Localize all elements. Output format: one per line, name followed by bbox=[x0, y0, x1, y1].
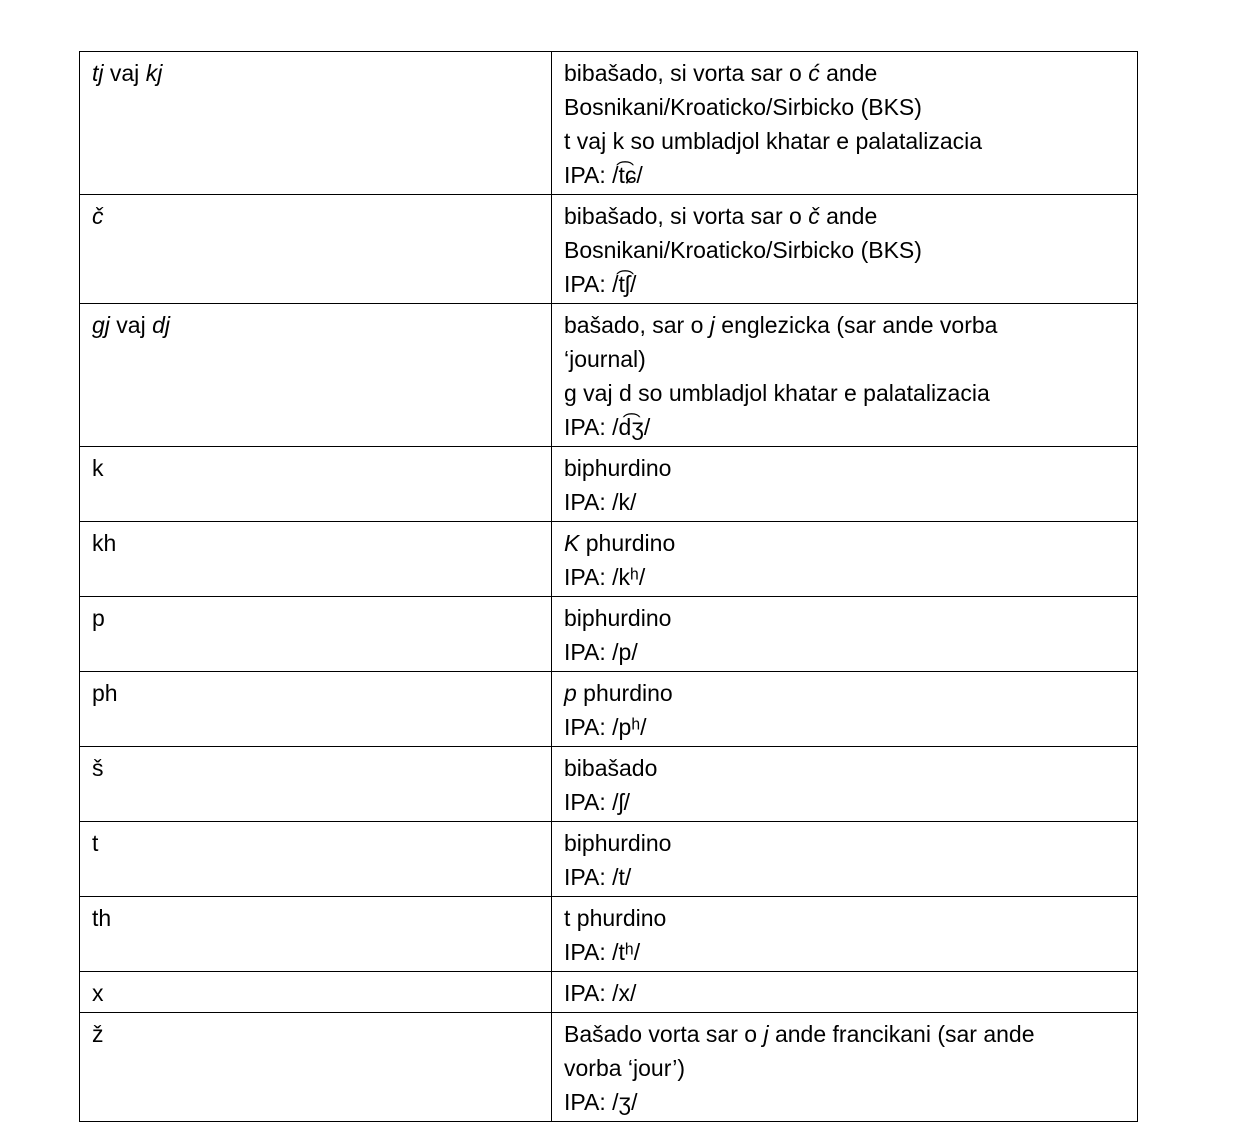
letter-text bbox=[92, 308, 539, 342]
table-row bbox=[80, 672, 1138, 747]
description-line bbox=[564, 751, 1125, 785]
description-line bbox=[564, 308, 1125, 342]
letter-cell bbox=[80, 897, 552, 972]
text-segment: vaj bbox=[103, 60, 146, 86]
text-segment: g vaj d so umbladjol khatar e palatalizacia bbox=[564, 380, 990, 406]
letter-text bbox=[92, 526, 539, 560]
text-segment: x bbox=[92, 980, 104, 1006]
description-line bbox=[564, 1017, 1125, 1051]
letter-cell bbox=[80, 672, 552, 747]
text-segment: kh bbox=[92, 530, 117, 556]
italic-text-segment: gj bbox=[92, 312, 110, 338]
text-segment: ande bbox=[819, 60, 878, 86]
text-segment: vaj bbox=[109, 312, 153, 338]
description-line bbox=[564, 90, 1125, 124]
table-row bbox=[80, 747, 1138, 822]
letter-cell bbox=[80, 972, 552, 1013]
text-segment: IPA: /tʰ/ bbox=[564, 939, 641, 965]
description-cell bbox=[552, 822, 1138, 897]
italic-text-segment: p bbox=[564, 680, 577, 706]
text-segment: Bašado vorta sar o bbox=[564, 1021, 764, 1047]
letter-text bbox=[92, 601, 539, 635]
text-segment: IPA: /ʃ/ bbox=[564, 789, 631, 815]
text-segment: IPA: /t/ bbox=[564, 864, 632, 890]
text-segment: t bbox=[92, 830, 99, 856]
description-line bbox=[564, 676, 1125, 710]
table-row bbox=[80, 972, 1138, 1013]
italic-text-segment: tj bbox=[92, 60, 104, 86]
text-segment: Bosnikani/Kroaticko/Sirbicko (BKS) bbox=[564, 94, 922, 120]
text-segment: ž bbox=[92, 1021, 104, 1047]
text-segment: bibašado bbox=[564, 755, 658, 781]
table-row bbox=[80, 897, 1138, 972]
letter-text bbox=[92, 56, 539, 90]
letters-pronunciation-table bbox=[79, 51, 1138, 1122]
letter-cell bbox=[80, 522, 552, 597]
italic-text-segment: kj bbox=[145, 60, 163, 86]
description-line bbox=[564, 233, 1125, 267]
letter-text bbox=[92, 826, 539, 860]
text-segment: IPA: /t͡ʃ/ bbox=[564, 271, 637, 297]
description-line bbox=[564, 1085, 1125, 1119]
description-cell bbox=[552, 897, 1138, 972]
letter-cell bbox=[80, 195, 552, 304]
table-row bbox=[80, 1013, 1138, 1122]
description-line bbox=[564, 785, 1125, 819]
letter-text bbox=[92, 976, 539, 1010]
text-segment: biphurdino bbox=[564, 830, 672, 856]
description-cell bbox=[552, 304, 1138, 447]
description-line bbox=[564, 158, 1125, 192]
description-cell bbox=[552, 52, 1138, 195]
text-segment: IPA: /kʰ/ bbox=[564, 564, 646, 590]
description-line bbox=[564, 976, 1125, 1010]
letter-cell bbox=[80, 304, 552, 447]
text-segment: ph bbox=[92, 680, 118, 706]
text-segment: IPA: /t͡ɕ/ bbox=[564, 162, 643, 188]
description-line bbox=[564, 710, 1125, 744]
description-line bbox=[564, 199, 1125, 233]
italic-text-segment: dj bbox=[152, 312, 170, 338]
description-line bbox=[564, 560, 1125, 594]
italic-text-segment: č bbox=[92, 203, 104, 229]
description-line bbox=[564, 860, 1125, 894]
description-line bbox=[564, 826, 1125, 860]
letter-text bbox=[92, 451, 539, 485]
description-cell bbox=[552, 447, 1138, 522]
text-segment: vorba ‘jour’) bbox=[564, 1055, 686, 1081]
text-segment: t vaj k so umbladjol khatar e palatalizacia bbox=[564, 128, 983, 154]
letter-text bbox=[92, 901, 539, 935]
description-line bbox=[564, 1051, 1125, 1085]
table-row bbox=[80, 195, 1138, 304]
italic-text-segment: j bbox=[709, 312, 715, 338]
letter-cell bbox=[80, 822, 552, 897]
description-cell bbox=[552, 195, 1138, 304]
text-segment: th bbox=[92, 905, 112, 931]
letter-text bbox=[92, 1017, 539, 1051]
table-row bbox=[80, 447, 1138, 522]
description-cell bbox=[552, 522, 1138, 597]
description-line bbox=[564, 935, 1125, 969]
table-body bbox=[80, 52, 1138, 1122]
table-row bbox=[80, 822, 1138, 897]
description-line bbox=[564, 451, 1125, 485]
description-line bbox=[564, 901, 1125, 935]
letter-cell bbox=[80, 747, 552, 822]
italic-text-segment: j bbox=[763, 1021, 769, 1047]
description-cell bbox=[552, 747, 1138, 822]
letter-cell bbox=[80, 52, 552, 195]
table-row bbox=[80, 522, 1138, 597]
letter-text bbox=[92, 199, 539, 233]
text-segment: p bbox=[92, 605, 105, 631]
text-segment: englezicka (sar ande vorba bbox=[714, 312, 998, 338]
text-segment: IPA: /x/ bbox=[564, 980, 637, 1006]
text-segment: IPA: /p/ bbox=[564, 639, 638, 665]
table-row bbox=[80, 52, 1138, 195]
text-segment: Bosnikani/Kroaticko/Sirbicko (BKS) bbox=[564, 237, 922, 263]
letter-text bbox=[92, 751, 539, 785]
description-cell bbox=[552, 597, 1138, 672]
text-segment: IPA: /k/ bbox=[564, 489, 637, 515]
text-segment: IPA: /pʰ/ bbox=[564, 714, 647, 740]
text-segment: phurdino bbox=[576, 680, 673, 706]
text-segment: biphurdino bbox=[564, 605, 672, 631]
italic-text-segment: K bbox=[564, 530, 580, 556]
text-segment: ande francikani (sar ande bbox=[768, 1021, 1035, 1047]
italic-text-segment: č bbox=[808, 203, 820, 229]
description-line bbox=[564, 342, 1125, 376]
description-line bbox=[564, 635, 1125, 669]
text-segment: t phurdino bbox=[564, 905, 667, 931]
text-segment: ‘journal) bbox=[564, 346, 646, 372]
text-segment: ande bbox=[819, 203, 878, 229]
letter-text bbox=[92, 676, 539, 710]
letter-cell bbox=[80, 597, 552, 672]
text-segment: biphurdino bbox=[564, 455, 672, 481]
table-row bbox=[80, 597, 1138, 672]
description-line bbox=[564, 376, 1125, 410]
letter-cell bbox=[80, 447, 552, 522]
description-line bbox=[564, 124, 1125, 158]
text-segment: bibašado, si vorta sar o bbox=[564, 60, 809, 86]
table-row bbox=[80, 304, 1138, 447]
description-line bbox=[564, 267, 1125, 301]
italic-text-segment: ć bbox=[808, 60, 820, 86]
text-segment: phurdino bbox=[579, 530, 676, 556]
description-line bbox=[564, 410, 1125, 444]
description-cell bbox=[552, 972, 1138, 1013]
description-line bbox=[564, 56, 1125, 90]
description-cell bbox=[552, 672, 1138, 747]
letter-cell bbox=[80, 1013, 552, 1122]
text-segment: IPA: /ʒ/ bbox=[564, 1089, 638, 1115]
text-segment: k bbox=[92, 455, 104, 481]
description-line bbox=[564, 485, 1125, 519]
text-segment: bašado, sar o bbox=[564, 312, 710, 338]
text-segment: IPA: /d͡ʒ/ bbox=[564, 414, 651, 440]
text-segment: bibašado, si vorta sar o bbox=[564, 203, 809, 229]
description-cell bbox=[552, 1013, 1138, 1122]
description-line bbox=[564, 601, 1125, 635]
description-line bbox=[564, 526, 1125, 560]
text-segment: š bbox=[92, 755, 104, 781]
